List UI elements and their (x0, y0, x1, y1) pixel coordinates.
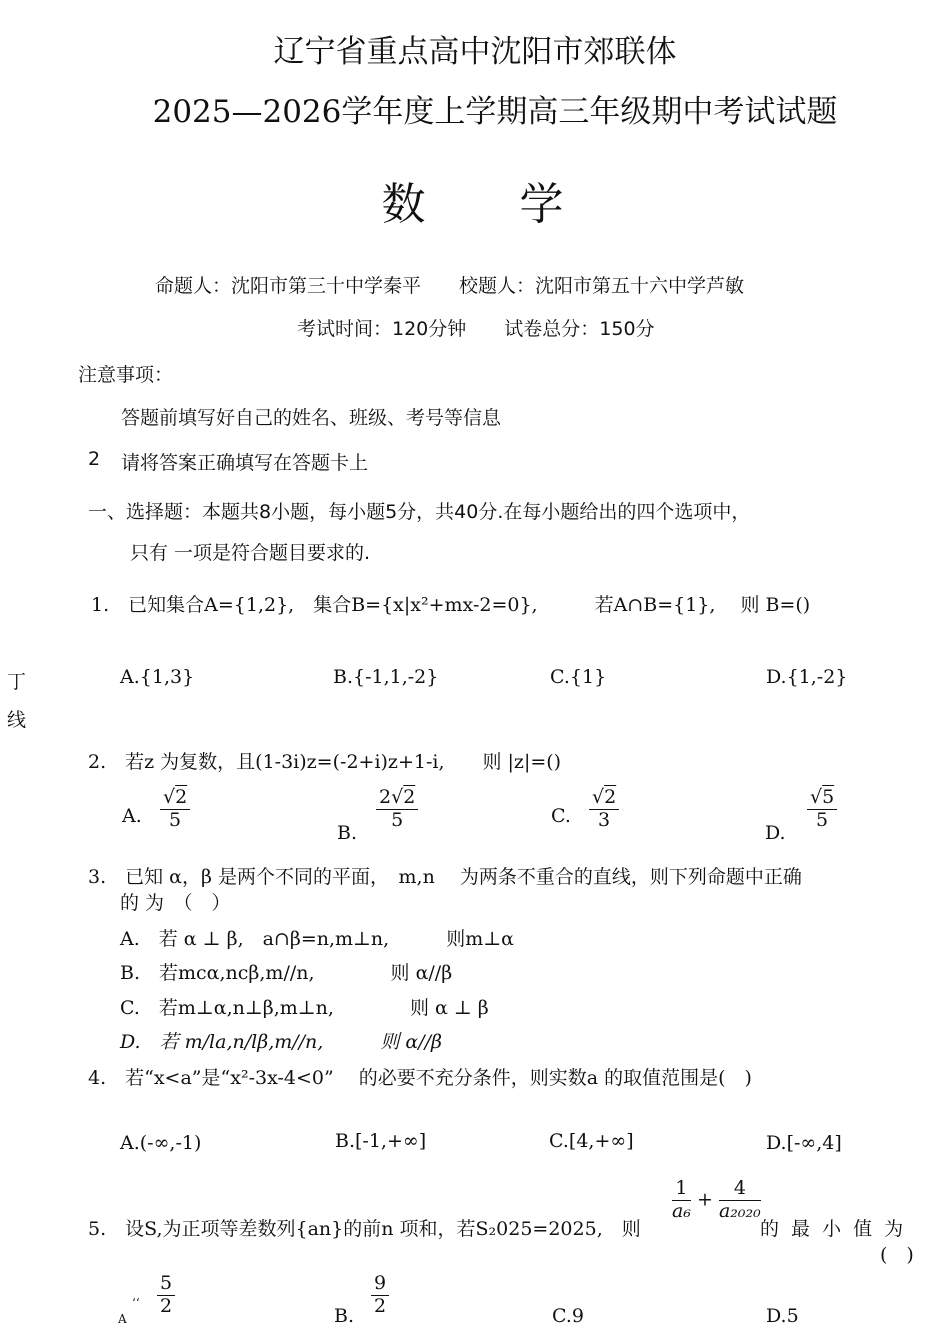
question-3-option-b: B. 若mcα,ncβ,m//n, 则 α//β (120, 962, 453, 984)
margin-char-2: 线 (7, 709, 27, 731)
question-5-stem: 5. 设S,为正项等差数列{an}的前n 项和，若S₂025=2025, 则 (88, 1218, 641, 1240)
question-2-label-c: C. (551, 805, 571, 827)
question-5-expression: $\frac{1}{\text{a₆}}$ + $\frac{4}{\text{a₂₀₂₀}}$ (672, 1177, 761, 1222)
question-4-stem: 4. 若“x<a”是“x²-3x-4<0” 的必要不充分条件，则实数a 的取值范围是( ) (88, 1067, 752, 1089)
question-2-option-b: $\frac{2√2}{5}$ (376, 787, 418, 832)
question-4-option-d: D.[-∞,4] (766, 1132, 842, 1154)
question-3-option-d: D. 若 m/la,n/lβ,m//n, 则 α//β (120, 1031, 442, 1053)
question-5-option-c: C.9 (552, 1305, 584, 1327)
question-1-option-a: A.{1,3} (120, 666, 195, 688)
note-item-2: 请将答案正确填写在答题卡上 (121, 452, 369, 474)
question-2-option-c: $\frac{√2}{3}$ (589, 787, 619, 832)
question-2-label-a: A. (122, 805, 142, 827)
question-5-option-a: $\frac{5}{2}$ (157, 1273, 175, 1318)
question-4-option-a: A.(-∞,-1) (120, 1132, 202, 1154)
author-info: 命题人：沈阳市第三十中学秦平 校题人：沈阳市第五十六中学芦敏 (155, 275, 745, 297)
question-1-option-d: D.{1,-2} (766, 666, 848, 688)
question-5-paren: ( ) (880, 1244, 914, 1266)
question-2-option-d: $\frac{√5}{5}$ (807, 787, 837, 832)
exam-title-line1: 辽宁省重点高中沈阳市郊联体 (273, 34, 677, 70)
question-4-option-b: B.[-1,+∞] (335, 1130, 427, 1152)
question-5-label-b: B. (334, 1305, 355, 1327)
notes-heading: 注意事项： (78, 364, 174, 386)
question-5-label-a: A (118, 1312, 127, 1326)
question-2-label-d: D. (765, 822, 786, 844)
question-1-option-b: B.{-1,1,-2} (333, 666, 439, 688)
question-3-option-c: C. 若m⊥α,n⊥β,m⊥n, 则 α ⊥ β (120, 997, 489, 1019)
question-3-option-a: A. 若 α ⊥ β, a∩β=n,m⊥n, 则m⊥α (120, 928, 514, 950)
question-2-stem: 2. 若z 为复数，且(1-3i)z=(-2+i)z+1-i, 则 |z|=() (88, 751, 562, 773)
section-heading-cont: 只有 一项是符合题目要求的. (130, 542, 371, 564)
question-5-label-a-mark: ‘‘ (132, 1296, 140, 1310)
question-5-option-b: $\frac{9}{2}$ (371, 1273, 389, 1318)
question-3-stem: 3. 已知 α，β 是两个不同的平面， m,n 为两条不重合的直线，则下列命题中正确 (88, 866, 802, 888)
question-4-option-c: C.[4,+∞] (549, 1130, 634, 1152)
question-1-option-c: C.{1} (550, 666, 607, 688)
margin-char-1: 丁 (7, 671, 27, 693)
exam-title-line2: 2025—2026学年度上学期高三年级期中考试试题 (152, 94, 838, 130)
note-item-2-number: 2 (88, 448, 101, 470)
question-5-option-d: D.5 (766, 1305, 799, 1327)
time-score-info: 考试时间：120分钟 试卷总分：150分 (297, 318, 655, 340)
question-3-stem-cont: 的 为 （ ） (120, 892, 231, 914)
subject-title: 数 学 (381, 179, 604, 230)
note-item-1: 答题前填写好自己的姓名、班级、考号等信息 (121, 407, 502, 429)
question-2-option-a: $\frac{√2}{5}$ (160, 787, 190, 832)
question-2-label-b: B. (337, 822, 358, 844)
question-1-stem: 1. 已知集合A={1,2}, 集合B={x|x²+mx-2=0}, 若A∩B={1}, 则 B=() (91, 594, 811, 616)
question-5-stem-end: 的 最 小 值 为 (760, 1218, 904, 1240)
section-heading: 一、选择题：本题共8小题，每小题5分，共40分.在每小题给出的四个选项中， (88, 501, 751, 523)
